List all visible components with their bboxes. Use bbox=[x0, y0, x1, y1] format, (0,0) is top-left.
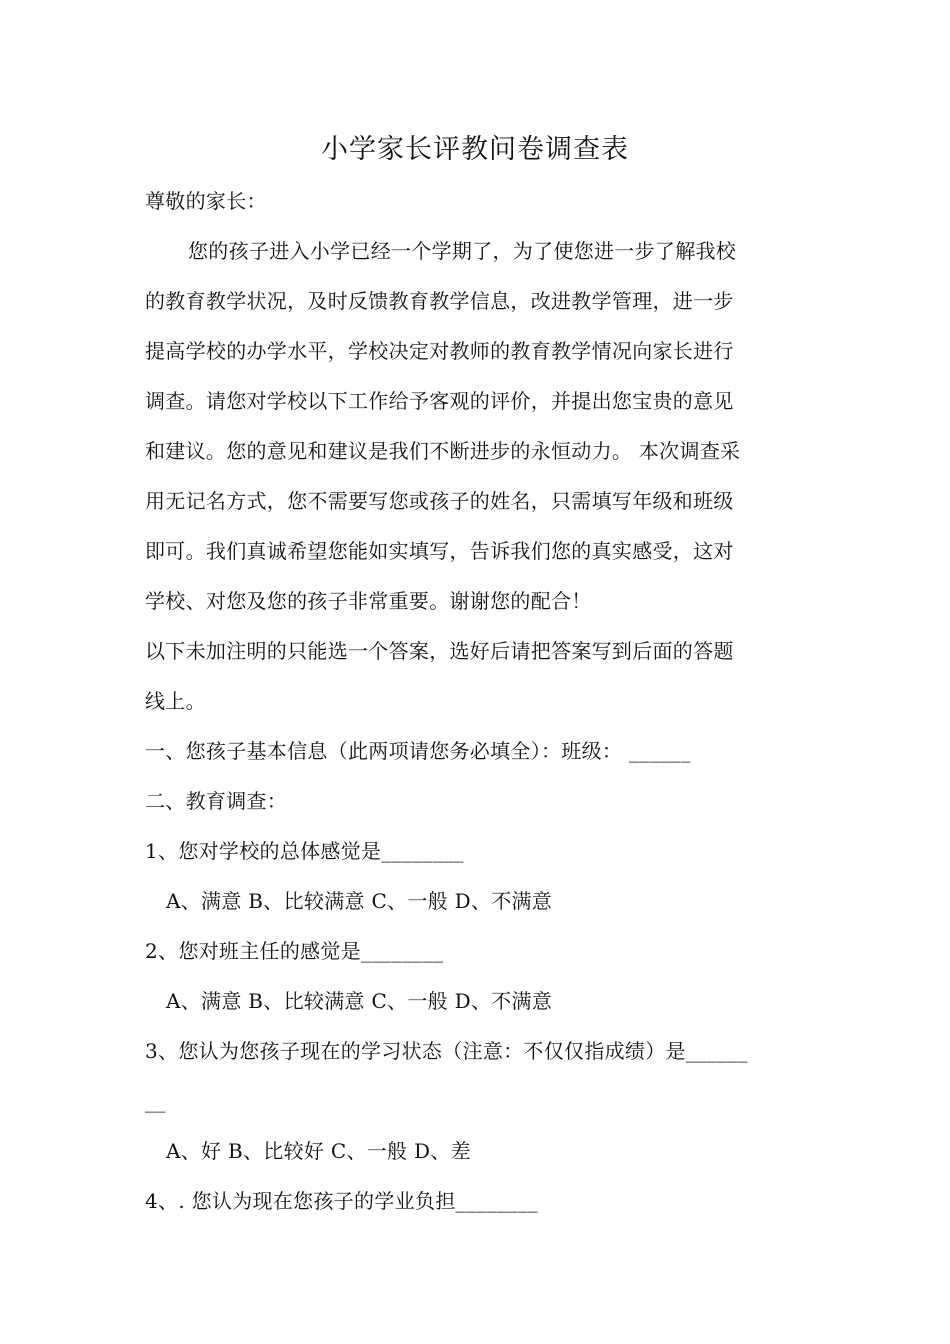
intro-line: 的教育教学状况，及时反馈教育教学信息，改进教学管理，进一步 bbox=[145, 289, 734, 313]
intro-line: 和建议。您的意见和建议是我们不断进步的永恒动力。 本次调查采 bbox=[145, 439, 741, 463]
question-1-options: A、满意 B、比较满意 C、一般 D、不满意 bbox=[166, 889, 553, 913]
question-2-options: A、满意 B、比较满意 C、一般 D、不满意 bbox=[166, 989, 553, 1013]
section-basic-info: 一、您孩子基本信息（此两项请您务必填全）：班级： ______ bbox=[145, 739, 691, 763]
intro-line: 用无记名方式，您不需要写您或孩子的姓名，只需填写年级和班级 bbox=[145, 489, 734, 513]
intro-line: 提高学校的办学水平，学校决定对教师的教育教学情况向家长进行 bbox=[145, 339, 734, 363]
question-3-continuation: __ bbox=[145, 1089, 166, 1113]
instruction-line: 以下未加注明的只能选一个答案，选好后请把答案写到后面的答题 bbox=[145, 639, 734, 663]
question-1: 1、您对学校的总体感觉是________ bbox=[145, 839, 464, 863]
intro-line: 学校、对您及您的孩子非常重要。谢谢您的配合！ bbox=[145, 589, 592, 613]
intro-line: 您的孩子进入小学已经一个学期了，为了使您进一步了解我校 bbox=[188, 239, 737, 263]
intro-line: 调查。请您对学校以下工作给予客观的评价，并提出您宝贵的意见 bbox=[145, 389, 734, 413]
question-3: 3、您认为您孩子现在的学习状态（注意：不仅仅指成绩）是______ bbox=[145, 1039, 748, 1063]
instruction-line: 线上。 bbox=[145, 689, 206, 713]
question-4: 4、. 您认为现在您孩子的学业负担________ bbox=[145, 1189, 538, 1213]
question-2: 2、您对班主任的感觉是________ bbox=[145, 939, 444, 963]
salutation: 尊敬的家长： bbox=[145, 189, 267, 213]
intro-line: 即可。我们真诚希望您能如实填写，告诉我们您的真实感受，这对 bbox=[145, 539, 734, 563]
page-title: 小学家长评教问卷调查表 bbox=[321, 134, 629, 165]
section-education-survey: 二、教育调查： bbox=[145, 789, 288, 813]
question-3-options: A、好 B、比较好 C、一般 D、差 bbox=[166, 1139, 471, 1163]
